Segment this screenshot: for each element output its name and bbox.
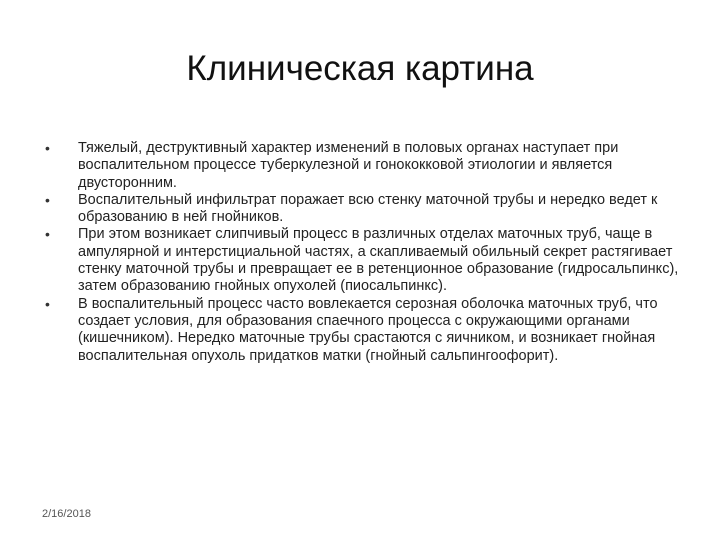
bullet-item xyxy=(45,140,695,192)
bullet-dot-icon: • xyxy=(45,191,50,208)
bullet-dot-icon: • xyxy=(45,140,50,156)
slide-date: 2/16/2018 xyxy=(42,508,91,520)
bullet-item xyxy=(45,296,695,365)
bullet-list xyxy=(45,140,695,365)
bullet-text: В воспалительный процесс часто вовлекается серозная оболочка маточных труб, что создает условия, для образования спаечного процесса с окружающими органами (кишечником). Нередко маточные трубы срастаются с яичником, и возникает гнойная воспалительная опухоль придатков матки (гнойный сальпингоофорит). xyxy=(78,295,658,364)
bullet-text: При этом возникает слипчивый процесс в различных отделах маточных труб, чаще в ампулярной и интерстициальной частях, а скапливаемый обильный секрет растягивает стенку маточной трубы и превращает ее в ретенционное образование (гидросальпинкс), затем образованию гнойных опухолей (пиосальпинкс). xyxy=(78,226,679,295)
bullet-item xyxy=(45,226,695,295)
bullet-dot-icon: • xyxy=(45,295,50,312)
bullet-text: Воспалительный инфильтрат поражает всю стенку маточной трубы и нередко ведет к образованию в ней гнойников. xyxy=(78,191,658,226)
slide-title: Клиническая картина xyxy=(186,49,534,88)
bullet-dot-icon: • xyxy=(45,226,50,243)
bullet-item xyxy=(45,192,695,227)
bullet-text: Тяжелый, деструктивный характер изменений в половых органах наступает при воспалительном процессе туберкулезной и гонококковой этиологии и является двусторонним. xyxy=(78,140,619,191)
